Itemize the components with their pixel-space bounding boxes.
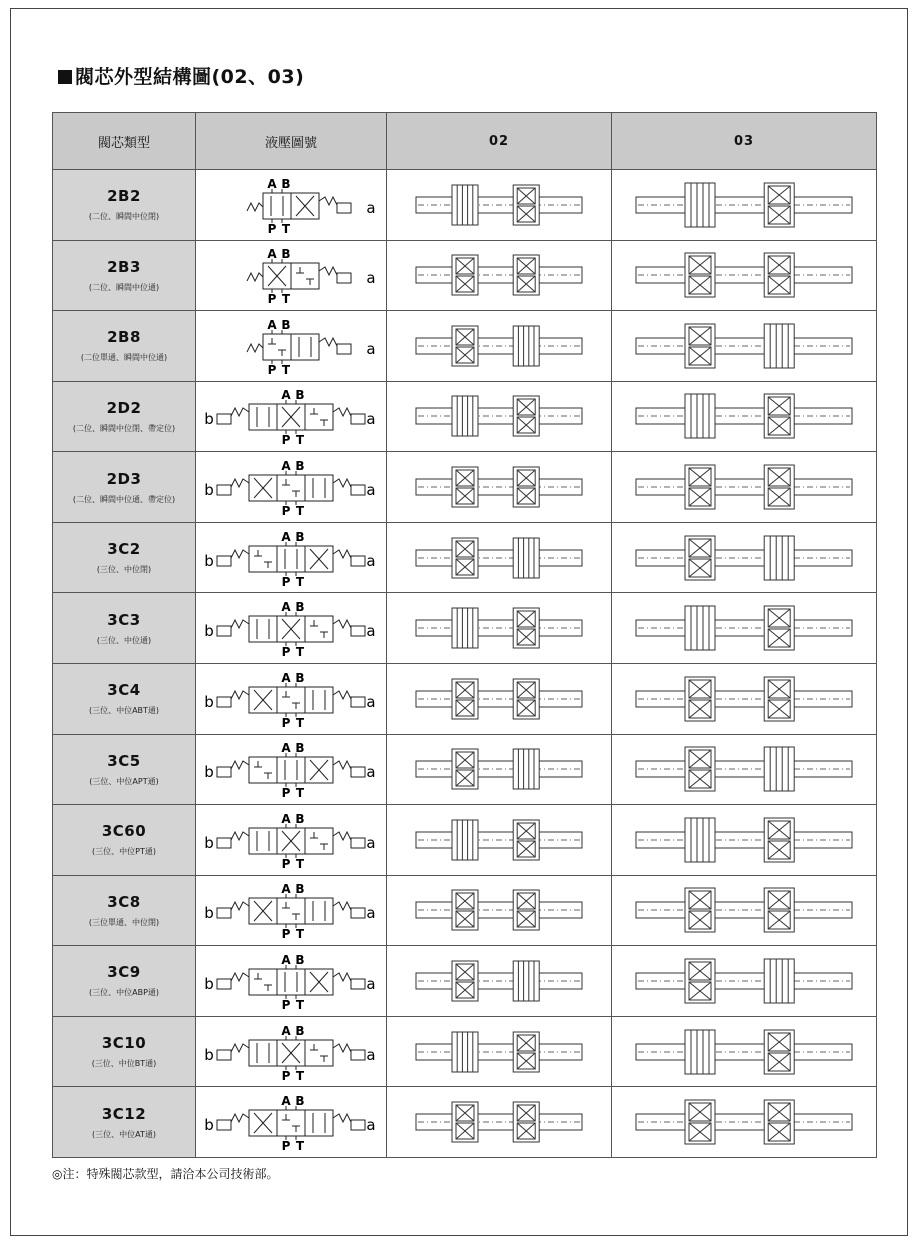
- spool-code: 3C5: [107, 751, 141, 770]
- solenoid-b-label: b: [203, 622, 214, 641]
- hydraulic-symbol-cell: [196, 663, 387, 734]
- spool-drawing-03: [634, 533, 854, 583]
- spool-02-cell: [387, 381, 612, 452]
- hydraulic-symbol: [199, 810, 384, 870]
- spool-03-cell: [612, 311, 877, 382]
- spool-description: (三位、中位ABT通): [88, 706, 160, 716]
- spool-type-cell: [53, 240, 196, 311]
- port-a-label: A: [266, 176, 277, 191]
- spool-drawing-02: [414, 533, 584, 583]
- spool-description: (三位、中位APT通): [89, 776, 159, 786]
- solenoid-a-label: a: [365, 622, 376, 641]
- port-b-label: B: [280, 176, 291, 191]
- port-a-label: A: [280, 882, 291, 897]
- hydraulic-symbol-cell: [196, 452, 387, 523]
- table-row: [53, 946, 877, 1017]
- spool-drawing-02: [414, 462, 584, 512]
- hydraulic-symbol: [199, 386, 384, 446]
- spool-02-cell: [387, 946, 612, 1017]
- spool-type-cell: [53, 875, 196, 946]
- port-a-label: A: [280, 811, 291, 826]
- solenoid-a-label: a: [365, 1116, 376, 1135]
- port-t-label: T: [281, 221, 290, 235]
- port-t-label: T: [295, 1139, 304, 1153]
- spool-03-cell: [612, 240, 877, 311]
- solenoid-a-label: a: [365, 551, 376, 570]
- port-t-label: T: [295, 927, 304, 941]
- spool-code: 3C3: [107, 610, 141, 629]
- hydraulic-symbol-cell: [196, 1087, 387, 1158]
- spool-drawing-03: [634, 603, 854, 653]
- spool-code: 3C4: [107, 681, 141, 700]
- spool-type-cell: [53, 805, 196, 876]
- port-b-label: B: [294, 459, 305, 474]
- square-bullet-icon: [58, 70, 72, 84]
- port-b-label: B: [294, 811, 305, 826]
- hydraulic-symbol: [199, 245, 384, 305]
- spool-drawing-02: [414, 391, 584, 441]
- spool-drawing-02: [414, 674, 584, 724]
- hydraulic-symbol-cell: [196, 1016, 387, 1087]
- hydraulic-symbol: [199, 1022, 384, 1082]
- port-t-label: T: [295, 997, 304, 1011]
- port-p-label: P: [281, 997, 290, 1011]
- port-p-label: P: [281, 1139, 290, 1153]
- spool-03-cell: [612, 946, 877, 1017]
- hydraulic-symbol: [199, 880, 384, 940]
- spool-drawing-03: [634, 391, 854, 441]
- solenoid-b-label: b: [203, 1116, 214, 1135]
- spool-code: 2B3: [107, 257, 141, 276]
- spool-drawing-03: [634, 956, 854, 1006]
- table-row: [53, 522, 877, 593]
- spool-code: 3C8: [107, 892, 141, 911]
- hydraulic-symbol: [199, 175, 384, 235]
- port-t-label: T: [281, 362, 290, 376]
- port-p-label: P: [281, 433, 290, 447]
- spool-drawing-03: [634, 885, 854, 935]
- page-title-text: 閥芯外型結構圖(02、03): [75, 66, 305, 88]
- port-t-label: T: [295, 574, 304, 588]
- port-p-label: P: [281, 504, 290, 518]
- solenoid-b-label: b: [203, 1045, 214, 1064]
- table-row: [53, 311, 877, 382]
- port-b-label: B: [280, 247, 291, 262]
- solenoid-a-label: a: [365, 339, 376, 358]
- hydraulic-symbol-cell: [196, 522, 387, 593]
- solenoid-b-label: b: [203, 833, 214, 852]
- table-row: [53, 593, 877, 664]
- spool-type-cell: [53, 522, 196, 593]
- spool-drawing-02: [414, 250, 584, 300]
- port-t-label: T: [295, 715, 304, 729]
- port-a-label: A: [266, 247, 277, 262]
- spool-03-cell: [612, 875, 877, 946]
- table-row: [53, 734, 877, 805]
- spool-03-cell: [612, 593, 877, 664]
- hydraulic-symbol-cell: [196, 734, 387, 805]
- port-p-label: P: [281, 786, 290, 800]
- spool-drawing-03: [634, 744, 854, 794]
- port-p-label: P: [267, 362, 276, 376]
- solenoid-b-label: b: [203, 904, 214, 923]
- table-row: [53, 381, 877, 452]
- port-p-label: P: [267, 292, 276, 306]
- spool-description: (三位、中位通): [96, 635, 152, 645]
- port-a-label: A: [280, 529, 291, 544]
- spool-02-cell: [387, 522, 612, 593]
- solenoid-a-label: a: [365, 833, 376, 852]
- solenoid-a-label: a: [365, 763, 376, 782]
- spool-description: (三位、中位閉): [96, 565, 152, 575]
- port-t-label: T: [295, 645, 304, 659]
- spool-02-cell: [387, 875, 612, 946]
- spool-type-cell: [53, 946, 196, 1017]
- hydraulic-symbol: [199, 669, 384, 729]
- table-row: [53, 1016, 877, 1087]
- hydraulic-symbol-cell: [196, 946, 387, 1017]
- header-spool-type: 閥芯類型: [53, 113, 196, 170]
- solenoid-a-label: a: [365, 410, 376, 429]
- hydraulic-symbol: [199, 1092, 384, 1152]
- spool-description: (二位、瞬間中位通): [88, 282, 160, 292]
- spool-code: 2B2: [107, 187, 141, 206]
- hydraulic-symbol: [199, 598, 384, 658]
- port-a-label: A: [280, 459, 291, 474]
- port-b-label: B: [294, 388, 305, 403]
- spool-drawing-02: [414, 1097, 584, 1147]
- port-p-label: P: [267, 221, 276, 235]
- spool-02-cell: [387, 805, 612, 876]
- port-a-label: A: [280, 952, 291, 967]
- table-row: [53, 875, 877, 946]
- spool-drawing-02: [414, 815, 584, 865]
- spool-type-cell: [53, 1087, 196, 1158]
- spool-code: 3C10: [101, 1034, 147, 1053]
- solenoid-b-label: b: [203, 692, 214, 711]
- solenoid-a-label: a: [365, 198, 376, 217]
- hydraulic-symbol: [199, 457, 384, 517]
- spool-description: (三位單通、中位閉): [88, 917, 160, 927]
- spool-type-cell: [53, 663, 196, 734]
- spool-02-cell: [387, 593, 612, 664]
- port-t-label: T: [295, 504, 304, 518]
- port-b-label: B: [280, 317, 291, 332]
- port-b-label: B: [294, 882, 305, 897]
- spool-drawing-02: [414, 180, 584, 230]
- spool-code: 3C60: [101, 822, 147, 841]
- port-p-label: P: [281, 645, 290, 659]
- hydraulic-symbol-cell: [196, 311, 387, 382]
- spool-drawing-03: [634, 180, 854, 230]
- solenoid-b-label: b: [203, 410, 214, 429]
- spool-03-cell: [612, 1016, 877, 1087]
- spool-description: (二位單通、瞬間中位通): [80, 353, 168, 363]
- solenoid-a-label: a: [365, 692, 376, 711]
- port-p-label: P: [281, 574, 290, 588]
- spool-drawing-03: [634, 462, 854, 512]
- spool-drawing-02: [414, 885, 584, 935]
- spool-02-cell: [387, 311, 612, 382]
- spool-02-cell: [387, 240, 612, 311]
- hydraulic-symbol: [199, 951, 384, 1011]
- port-p-label: P: [281, 1068, 290, 1082]
- spool-type-cell: [53, 452, 196, 523]
- port-b-label: B: [294, 952, 305, 967]
- spool-code: 2D3: [106, 469, 142, 488]
- port-b-label: B: [294, 600, 305, 615]
- spool-type-cell: [53, 593, 196, 664]
- header-size-02: 02: [387, 113, 612, 170]
- port-t-label: T: [295, 1068, 304, 1082]
- table-row: [53, 663, 877, 734]
- spool-drawing-03: [634, 1027, 854, 1077]
- hydraulic-symbol: [199, 316, 384, 376]
- port-t-label: T: [295, 433, 304, 447]
- spool-02-cell: [387, 452, 612, 523]
- solenoid-b-label: b: [203, 481, 214, 500]
- spool-drawing-02: [414, 744, 584, 794]
- table-row: [53, 452, 877, 523]
- spool-drawing-02: [414, 603, 584, 653]
- header-hydraulic-symbol: 液壓圖號: [196, 113, 387, 170]
- solenoid-a-label: a: [365, 481, 376, 500]
- hydraulic-symbol-cell: [196, 805, 387, 876]
- solenoid-b-label: b: [203, 974, 214, 993]
- hydraulic-symbol-cell: [196, 593, 387, 664]
- hydraulic-symbol: [199, 528, 384, 588]
- spool-03-cell: [612, 734, 877, 805]
- spool-description: (三位、中位PT通): [92, 847, 156, 857]
- spool-drawing-03: [634, 674, 854, 724]
- port-p-label: P: [281, 715, 290, 729]
- hydraulic-symbol-cell: [196, 381, 387, 452]
- table-row: [53, 240, 877, 311]
- hydraulic-symbol: [199, 739, 384, 799]
- table-row: [53, 1087, 877, 1158]
- spool-description: (二位、瞬間中位通、帶定位): [72, 494, 176, 504]
- spool-drawing-03: [634, 815, 854, 865]
- spool-03-cell: [612, 170, 877, 241]
- spool-drawing-02: [414, 1027, 584, 1077]
- port-b-label: B: [294, 670, 305, 685]
- solenoid-a-label: a: [365, 904, 376, 923]
- port-a-label: A: [280, 388, 291, 403]
- spool-type-cell: [53, 170, 196, 241]
- port-a-label: A: [280, 670, 291, 685]
- table-header-row: [53, 113, 877, 170]
- spool-03-cell: [612, 522, 877, 593]
- spool-03-cell: [612, 805, 877, 876]
- spool-drawing-03: [634, 1097, 854, 1147]
- port-b-label: B: [294, 741, 305, 756]
- spool-code: 3C2: [107, 540, 141, 559]
- solenoid-a-label: a: [365, 974, 376, 993]
- spool-type-cell: [53, 381, 196, 452]
- port-b-label: B: [294, 1094, 305, 1109]
- header-size-03: 03: [612, 113, 877, 170]
- spool-03-cell: [612, 1087, 877, 1158]
- spool-drawing-02: [414, 956, 584, 1006]
- spool-code: 3C9: [107, 963, 141, 982]
- spool-description: (三位、中位ABP通): [88, 988, 160, 998]
- port-a-label: A: [280, 741, 291, 756]
- solenoid-b-label: b: [203, 763, 214, 782]
- port-a-label: A: [266, 317, 277, 332]
- port-t-label: T: [295, 786, 304, 800]
- spool-type-cell: [53, 311, 196, 382]
- spool-structure-table: [52, 112, 877, 1158]
- spool-02-cell: [387, 663, 612, 734]
- footnote: ◎注：特殊閥芯款型，請洽本公司技術部。: [52, 1167, 279, 1181]
- solenoid-a-label: a: [365, 1045, 376, 1064]
- table-row: [53, 170, 877, 241]
- port-a-label: A: [280, 1023, 291, 1038]
- spool-code: 3C12: [101, 1104, 147, 1123]
- spool-02-cell: [387, 1016, 612, 1087]
- hydraulic-symbol-cell: [196, 875, 387, 946]
- spool-drawing-03: [634, 250, 854, 300]
- port-p-label: P: [281, 856, 290, 870]
- port-t-label: T: [281, 292, 290, 306]
- port-t-label: T: [295, 856, 304, 870]
- spool-03-cell: [612, 381, 877, 452]
- spool-03-cell: [612, 663, 877, 734]
- spool-type-cell: [53, 734, 196, 805]
- hydraulic-symbol-cell: [196, 240, 387, 311]
- spool-description: (三位、中位AT通): [92, 1129, 156, 1139]
- port-b-label: B: [294, 1023, 305, 1038]
- port-a-label: A: [280, 1094, 291, 1109]
- port-a-label: A: [280, 600, 291, 615]
- spool-description: (二位、瞬間中位閉): [88, 212, 160, 222]
- spool-description: (三位、中位BT通): [91, 1059, 157, 1069]
- spool-description: (二位、瞬間中位閉、帶定位): [72, 423, 176, 433]
- spool-code: 2B8: [107, 328, 141, 347]
- spool-code: 2D2: [106, 398, 142, 417]
- page-title: [58, 62, 304, 89]
- hydraulic-symbol-cell: [196, 170, 387, 241]
- solenoid-a-label: a: [365, 269, 376, 288]
- spool-type-cell: [53, 1016, 196, 1087]
- spool-02-cell: [387, 1087, 612, 1158]
- port-b-label: B: [294, 529, 305, 544]
- spool-drawing-02: [414, 321, 584, 371]
- table-row: [53, 805, 877, 876]
- spool-03-cell: [612, 452, 877, 523]
- port-p-label: P: [281, 927, 290, 941]
- spool-drawing-03: [634, 321, 854, 371]
- spool-02-cell: [387, 170, 612, 241]
- spool-02-cell: [387, 734, 612, 805]
- solenoid-b-label: b: [203, 551, 214, 570]
